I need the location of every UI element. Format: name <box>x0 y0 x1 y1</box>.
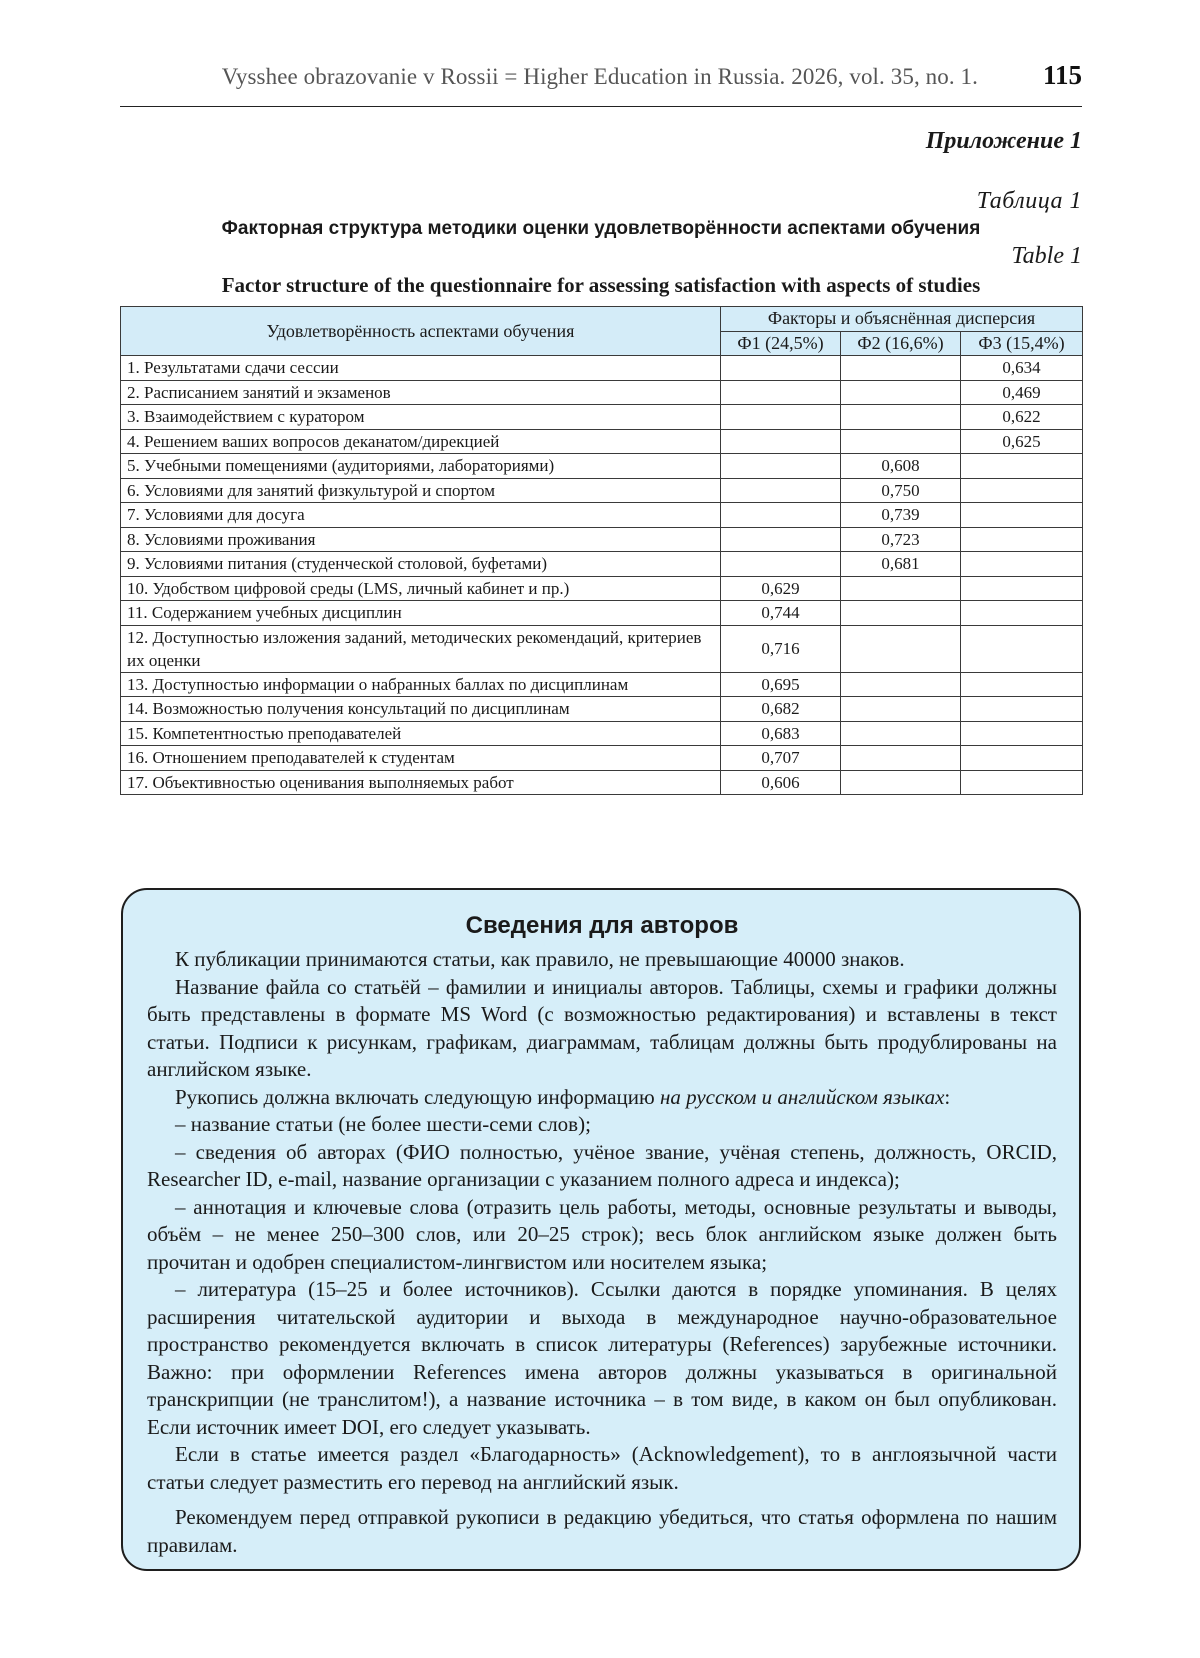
f1-cell <box>721 380 841 405</box>
aspect-cell: 1. Результатами сдачи сессии <box>121 356 721 381</box>
f3-cell: 0,469 <box>961 380 1083 405</box>
f3-cell <box>961 746 1083 771</box>
aspect-cell: 2. Расписанием занятий и экзаменов <box>121 380 721 405</box>
f3-cell: 0,625 <box>961 429 1083 454</box>
header-factors: Факторы и объяснённая дисперсия <box>721 307 1083 332</box>
table-row <box>121 697 1083 722</box>
aspect-cell: 13. Доступностью информации о набранных баллах по дисциплинам <box>121 672 721 697</box>
info-list-item: – сведения об авторах (ФИО полностью, учёное звание, учёная степень, должность, ORCID, Researcher ID, e-mail, название организации с указанием полного адреса и индекса); <box>147 1139 1057 1191</box>
table-title-en: Factor structure of the questionnaire for assessing satisfaction with aspects of studies <box>221 273 981 297</box>
f3-cell <box>961 478 1083 503</box>
f2-cell: 0,750 <box>841 478 961 503</box>
table-row <box>121 770 1083 795</box>
aspect-cell: 16. Отношением преподавателей к студентам <box>121 746 721 771</box>
table-row <box>121 527 1083 552</box>
table-row <box>121 429 1083 454</box>
appendix-label: Приложение 1 <box>925 128 1082 154</box>
table-row <box>121 601 1083 626</box>
f2-cell <box>841 601 961 626</box>
f2-cell <box>841 405 961 430</box>
f2-cell <box>841 672 961 697</box>
f3-cell <box>961 721 1083 746</box>
table-row <box>121 356 1083 381</box>
aspect-cell: 14. Возможностью получения консультаций по дисциплинам <box>121 697 721 722</box>
f3-cell <box>961 503 1083 528</box>
table-body <box>121 356 1083 795</box>
f1-cell <box>721 552 841 577</box>
aspect-cell: 11. Содержанием учебных дисциплин <box>121 601 721 626</box>
f3-cell <box>961 454 1083 479</box>
table-row <box>121 405 1083 430</box>
f3-cell: 0,634 <box>961 356 1083 381</box>
info-paragraph: Рекомендуем перед отправкой рукописи в редакцию убедиться, что статья оформлена по нашим правилам. <box>147 1505 1057 1557</box>
f1-cell <box>721 503 841 528</box>
f2-cell <box>841 770 961 795</box>
f2-cell: 0,681 <box>841 552 961 577</box>
table-title-ru: Факторная структура методики оценки удовлетворённости аспектами обучения <box>221 218 981 239</box>
f1-cell: 0,707 <box>721 746 841 771</box>
f2-cell: 0,608 <box>841 454 961 479</box>
f1-cell: 0,744 <box>721 601 841 626</box>
f2-cell <box>841 356 961 381</box>
table-row <box>121 721 1083 746</box>
f2-cell <box>841 576 961 601</box>
table-row <box>121 746 1083 771</box>
f1-cell <box>721 527 841 552</box>
f1-cell: 0,682 <box>721 697 841 722</box>
f2-cell <box>841 429 961 454</box>
f2-cell <box>841 721 961 746</box>
f1-cell <box>721 478 841 503</box>
table-label-ru: Таблица 1 <box>976 188 1082 214</box>
info-paragraph <box>147 1084 1057 1112</box>
table-row <box>121 552 1083 577</box>
running-header <box>120 60 1082 107</box>
f1-cell <box>721 356 841 381</box>
table-row <box>121 503 1083 528</box>
f3-cell <box>961 770 1083 795</box>
aspect-cell: 8. Условиями проживания <box>121 527 721 552</box>
header-f3: Ф3 (15,4%) <box>961 331 1083 356</box>
f3-cell <box>961 625 1083 672</box>
f1-cell <box>721 454 841 479</box>
f3-cell <box>961 552 1083 577</box>
aspect-cell: 3. Взаимодействием с куратором <box>121 405 721 430</box>
aspect-cell: 10. Удобством цифровой среды (LMS, личный кабинет и пр.) <box>121 576 721 601</box>
aspect-cell: 12. Доступностью изложения заданий, методических рекомендаций, критериев их оценки <box>121 625 721 672</box>
authors-info-title: Сведения для авторов <box>465 912 739 939</box>
f1-cell: 0,695 <box>721 672 841 697</box>
table-row <box>121 478 1083 503</box>
info-list-item: – название статьи (не более шести-семи слов); <box>175 1112 591 1136</box>
info-emphasis: на русском и английском языках <box>659 1084 945 1109</box>
aspect-cell: 4. Решением ваших вопросов деканатом/дирекцией <box>121 429 721 454</box>
table-row <box>121 672 1083 697</box>
header-f2: Ф2 (16,6%) <box>841 331 961 356</box>
info-list-item: – аннотация и ключевые слова (отразить цель работы, методы, основные результаты и выводы, объём – не менее 250–300 слов, или 20–25 строк); весь блок английском языке должен быть прочитан и одобрен специалистом-лингвистом или носителем языка; <box>147 1194 1057 1274</box>
table-label-en: Table 1 <box>1011 243 1082 269</box>
f3-cell <box>961 576 1083 601</box>
header-aspect: Удовлетворённость аспектами обучения <box>121 307 721 356</box>
info-paragraph: Если в статье имеется раздел «Благодарность» (Acknowledgement), то в англоязычной части статьи следует разместить его перевод на английский язык. <box>147 1442 1057 1494</box>
aspect-cell: 9. Условиями питания (студенческой столовой, буфетами) <box>121 552 721 577</box>
f1-cell: 0,683 <box>721 721 841 746</box>
f2-cell <box>841 697 961 722</box>
info-text: Рукопись должна включать следующую информацию <box>175 1084 660 1109</box>
aspect-cell: 15. Компетентностью преподавателей <box>121 721 721 746</box>
aspect-cell: 17. Объективностью оценивания выполняемых работ <box>121 770 721 795</box>
f3-cell <box>961 601 1083 626</box>
f3-cell <box>961 527 1083 552</box>
f3-cell <box>961 697 1083 722</box>
factor-table <box>120 306 1083 795</box>
f2-cell <box>841 746 961 771</box>
info-text: : <box>944 1084 951 1109</box>
f2-cell <box>841 380 961 405</box>
table-row <box>121 454 1083 479</box>
f2-cell: 0,739 <box>841 503 961 528</box>
table-row <box>121 576 1083 601</box>
aspect-cell: 7. Условиями для досуга <box>121 503 721 528</box>
f1-cell: 0,716 <box>721 625 841 672</box>
aspect-cell: 5. Учебными помещениями (аудиториями, лабораториями) <box>121 454 721 479</box>
aspect-cell: 6. Условиями для занятий физкультурой и спортом <box>121 478 721 503</box>
f1-cell: 0,606 <box>721 770 841 795</box>
info-list-item: – литература (15–25 и более источников). Ссылки даются в порядке упоминания. В целях расширения читательской аудитории и выхода в международное научно-образовательное пространство рекомендуется включать в список литературы (References) зарубежные источники. Важно: при оформлении References имена авторов должны указываться в оригинальной транскрипции (не транслитом!), а название источника – в том виде, в каком он был опубликован. Если источник имеет DOI, его следует указывать. <box>147 1277 1057 1439</box>
table-row <box>121 625 1083 672</box>
info-paragraph: К публикации принимаются статьи, как правило, не превышающие 40000 знаков. <box>175 947 905 971</box>
f1-cell: 0,629 <box>721 576 841 601</box>
f2-cell <box>841 625 961 672</box>
f2-cell: 0,723 <box>841 527 961 552</box>
journal-citation: Vysshee obrazovanie v Rossii = Higher Education in Russia. 2026, vol. 35, no. 1. <box>221 64 978 89</box>
header-f1: Ф1 (24,5%) <box>721 331 841 356</box>
f3-cell: 0,622 <box>961 405 1083 430</box>
page-number: 115 <box>1042 60 1082 90</box>
authors-info-box <box>121 888 1081 1571</box>
table-row <box>121 380 1083 405</box>
info-paragraph: Название файла со статьёй – фамилии и инициалы авторов. Таблицы, схемы и графики должны быть представлены в формате MS Word (с возможностью редактирования) и вставлены в текст статьи. Подписи к рисункам, графикам, диаграммам, таблицам должны быть продублированы на английском языке. <box>147 974 1057 1081</box>
f3-cell <box>961 672 1083 697</box>
f1-cell <box>721 429 841 454</box>
f1-cell <box>721 405 841 430</box>
